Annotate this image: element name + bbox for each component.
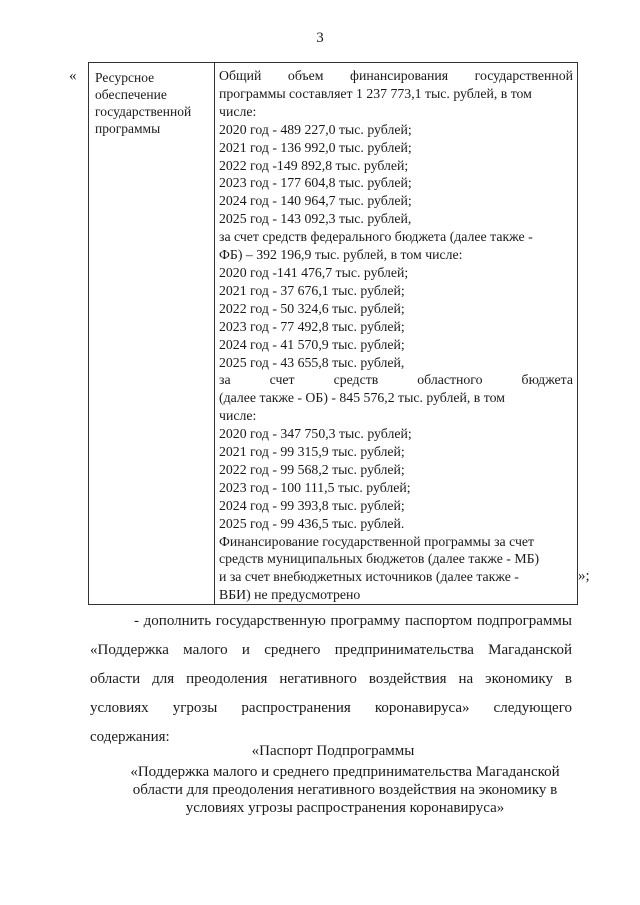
content-line: 2024 год - 99 393,8 тыс. рублей;: [219, 497, 405, 513]
content-line: за счет средств областного бюджета: [219, 372, 573, 388]
content-line: 2024 год - 41 570,9 тыс. рублей;: [219, 336, 405, 352]
body-line: области для преодоления негативного воздействия на экономику в: [90, 671, 572, 687]
content-line: 2021 год - 37 676,1 тыс. рублей;: [219, 282, 405, 298]
content-line: (далее также - ОБ) - 845 576,2 тыс. рублей, в том: [219, 390, 505, 406]
body-line: условиях угрозы распространения коронавируса» следующего: [90, 700, 572, 716]
content-line: 2025 год - 143 092,3 тыс. рублей,: [219, 211, 412, 227]
content-line: 2022 год - 99 568,2 тыс. рублей;: [219, 461, 405, 477]
content-line: числе:: [219, 103, 257, 119]
content-line: 2023 год - 100 111,5 тыс. рублей;: [219, 479, 411, 495]
content-line: программы составляет 1 237 773,1 тыс. рублей, в том: [219, 85, 532, 101]
content-line: за счет средств федерального бюджета (далее также -: [219, 229, 533, 245]
content-line: 2023 год - 77 492,8 тыс. рублей;: [219, 318, 405, 334]
body-line: содержания:: [90, 729, 170, 745]
content-line: 2020 год - 489 227,0 тыс. рублей;: [219, 121, 412, 137]
content-line: числе:: [219, 408, 257, 424]
label-cell: Ресурсное обеспечение государственной программы: [89, 63, 215, 605]
content-line: Общий объем финансирования государственной: [219, 68, 573, 83]
content-line: 2020 год -141 476,7 тыс. рублей;: [219, 264, 409, 280]
content-line: 2023 год - 177 604,8 тыс. рублей;: [219, 175, 412, 191]
content-line: 2024 год - 140 964,7 тыс. рублей;: [219, 193, 412, 209]
table-open-quote: «: [69, 68, 77, 84]
content-line: ВБИ) не предусмотрено: [219, 587, 361, 603]
content-line: 2025 год - 43 655,8 тыс. рублей,: [219, 354, 405, 370]
passport-subtitle: [100, 763, 590, 817]
content-line: 2022 год - 50 324,6 тыс. рублей;: [219, 300, 405, 316]
passport-subtitle-line: условиях угрозы распространения коронавируса»: [185, 800, 505, 816]
content-line: Финансирование государственной программы за счет: [219, 533, 535, 549]
resource-table: [88, 62, 578, 605]
page-number: 3: [316, 30, 324, 46]
content-line: и за счет внебюджетных источников (далее также -: [219, 569, 519, 585]
table-row: [89, 63, 578, 605]
content-cell: [215, 63, 578, 605]
body-paragraph: [90, 607, 572, 752]
body-line: - дополнить государственную программу паспортом подпрограммы: [134, 613, 572, 629]
passport-title: «Паспорт Подпрограммы: [251, 743, 415, 759]
passport-subtitle-line: области для преодоления негативного воздействия на экономику в: [132, 782, 558, 798]
content-line: 2021 год - 136 992,0 тыс. рублей;: [219, 139, 412, 155]
content-line: 2021 год - 99 315,9 тыс. рублей;: [219, 444, 405, 460]
table-close-quote: »;: [578, 568, 590, 584]
content-line: 2020 год - 347 750,3 тыс. рублей;: [219, 426, 412, 442]
content-line: ФБ) – 392 196,9 тыс. рублей, в том числе:: [219, 247, 463, 263]
content-line: 2025 год - 99 436,5 тыс. рублей.: [219, 515, 405, 531]
content-line: средств муниципальных бюджетов (далее также - МБ): [219, 551, 540, 567]
body-line: «Поддержка малого и среднего предпринимательства Магаданской: [90, 642, 572, 658]
content-line: 2022 год -149 892,8 тыс. рублей;: [219, 157, 409, 173]
passport-subtitle-line: «Поддержка малого и среднего предпринимательства Магаданской: [130, 764, 560, 780]
